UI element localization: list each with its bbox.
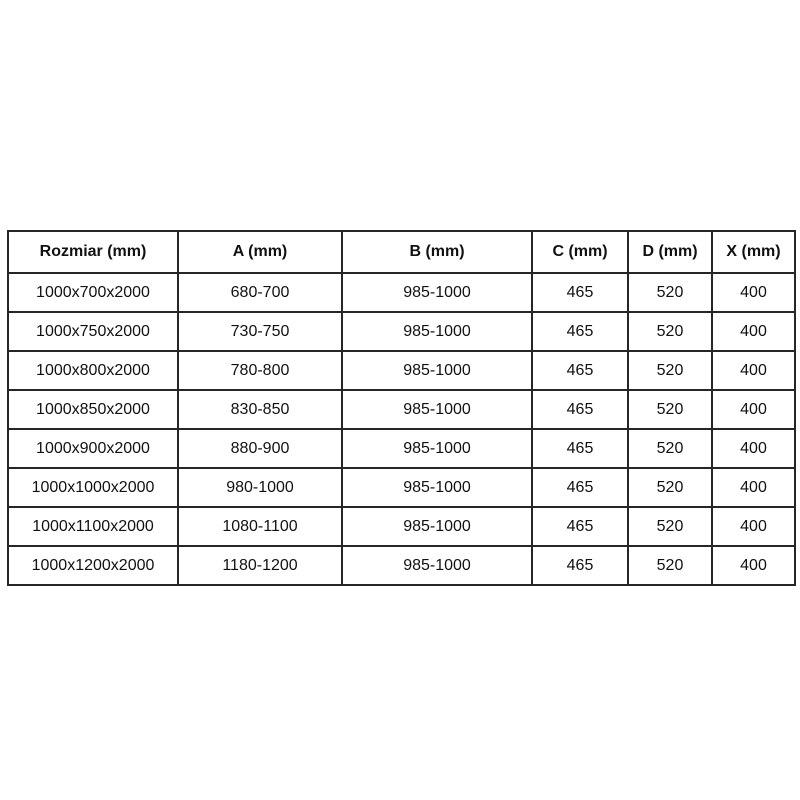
table-row	[8, 468, 795, 507]
table-cell: 680-700	[178, 273, 342, 312]
table-cell: 465	[532, 507, 628, 546]
table-cell: 830-850	[178, 390, 342, 429]
table-cell: 400	[712, 312, 795, 351]
table-cell: 1000x700x2000	[8, 273, 178, 312]
table-header-row	[8, 231, 795, 273]
column-header: X (mm)	[712, 231, 795, 273]
table-cell: 465	[532, 273, 628, 312]
table-cell: 1000x900x2000	[8, 429, 178, 468]
table-cell: 1080-1100	[178, 507, 342, 546]
table-cell: 465	[532, 429, 628, 468]
table-row	[8, 429, 795, 468]
table-cell: 465	[532, 312, 628, 351]
table-cell: 1000x1000x2000	[8, 468, 178, 507]
table-cell: 400	[712, 546, 795, 585]
table-cell: 520	[628, 468, 712, 507]
table-cell: 1180-1200	[178, 546, 342, 585]
table-cell: 985-1000	[342, 273, 532, 312]
table-cell: 880-900	[178, 429, 342, 468]
table-cell: 400	[712, 429, 795, 468]
table-cell: 985-1000	[342, 312, 532, 351]
table-cell: 465	[532, 351, 628, 390]
table-header	[8, 231, 795, 273]
column-header: A (mm)	[178, 231, 342, 273]
column-header: C (mm)	[532, 231, 628, 273]
table-cell: 985-1000	[342, 390, 532, 429]
table-cell: 1000x1200x2000	[8, 546, 178, 585]
table-cell: 520	[628, 546, 712, 585]
column-header: D (mm)	[628, 231, 712, 273]
table-cell: 465	[532, 546, 628, 585]
column-header: Rozmiar (mm)	[8, 231, 178, 273]
table-cell: 465	[532, 468, 628, 507]
table-cell: 520	[628, 312, 712, 351]
table-cell: 1000x850x2000	[8, 390, 178, 429]
table-cell: 520	[628, 273, 712, 312]
table-cell: 520	[628, 429, 712, 468]
table-cell: 400	[712, 507, 795, 546]
table-cell: 400	[712, 390, 795, 429]
table-cell: 520	[628, 507, 712, 546]
table-cell: 980-1000	[178, 468, 342, 507]
table-cell: 985-1000	[342, 351, 532, 390]
table-cell: 730-750	[178, 312, 342, 351]
table-cell: 400	[712, 468, 795, 507]
table-cell: 1000x1100x2000	[8, 507, 178, 546]
table-cell: 985-1000	[342, 468, 532, 507]
table-row	[8, 507, 795, 546]
table-cell: 985-1000	[342, 507, 532, 546]
table-row	[8, 390, 795, 429]
table-cell: 465	[532, 390, 628, 429]
table-row	[8, 351, 795, 390]
table-cell: 520	[628, 351, 712, 390]
table-cell: 780-800	[178, 351, 342, 390]
table-cell: 400	[712, 351, 795, 390]
table-cell: 1000x750x2000	[8, 312, 178, 351]
table-row	[8, 312, 795, 351]
table-cell: 985-1000	[342, 429, 532, 468]
table-cell: 400	[712, 273, 795, 312]
table-cell: 1000x800x2000	[8, 351, 178, 390]
table-body	[8, 273, 795, 585]
table-cell: 520	[628, 390, 712, 429]
table-row	[8, 273, 795, 312]
column-header: B (mm)	[342, 231, 532, 273]
size-spec-table	[7, 230, 796, 586]
table-row	[8, 546, 795, 585]
table-cell: 985-1000	[342, 546, 532, 585]
